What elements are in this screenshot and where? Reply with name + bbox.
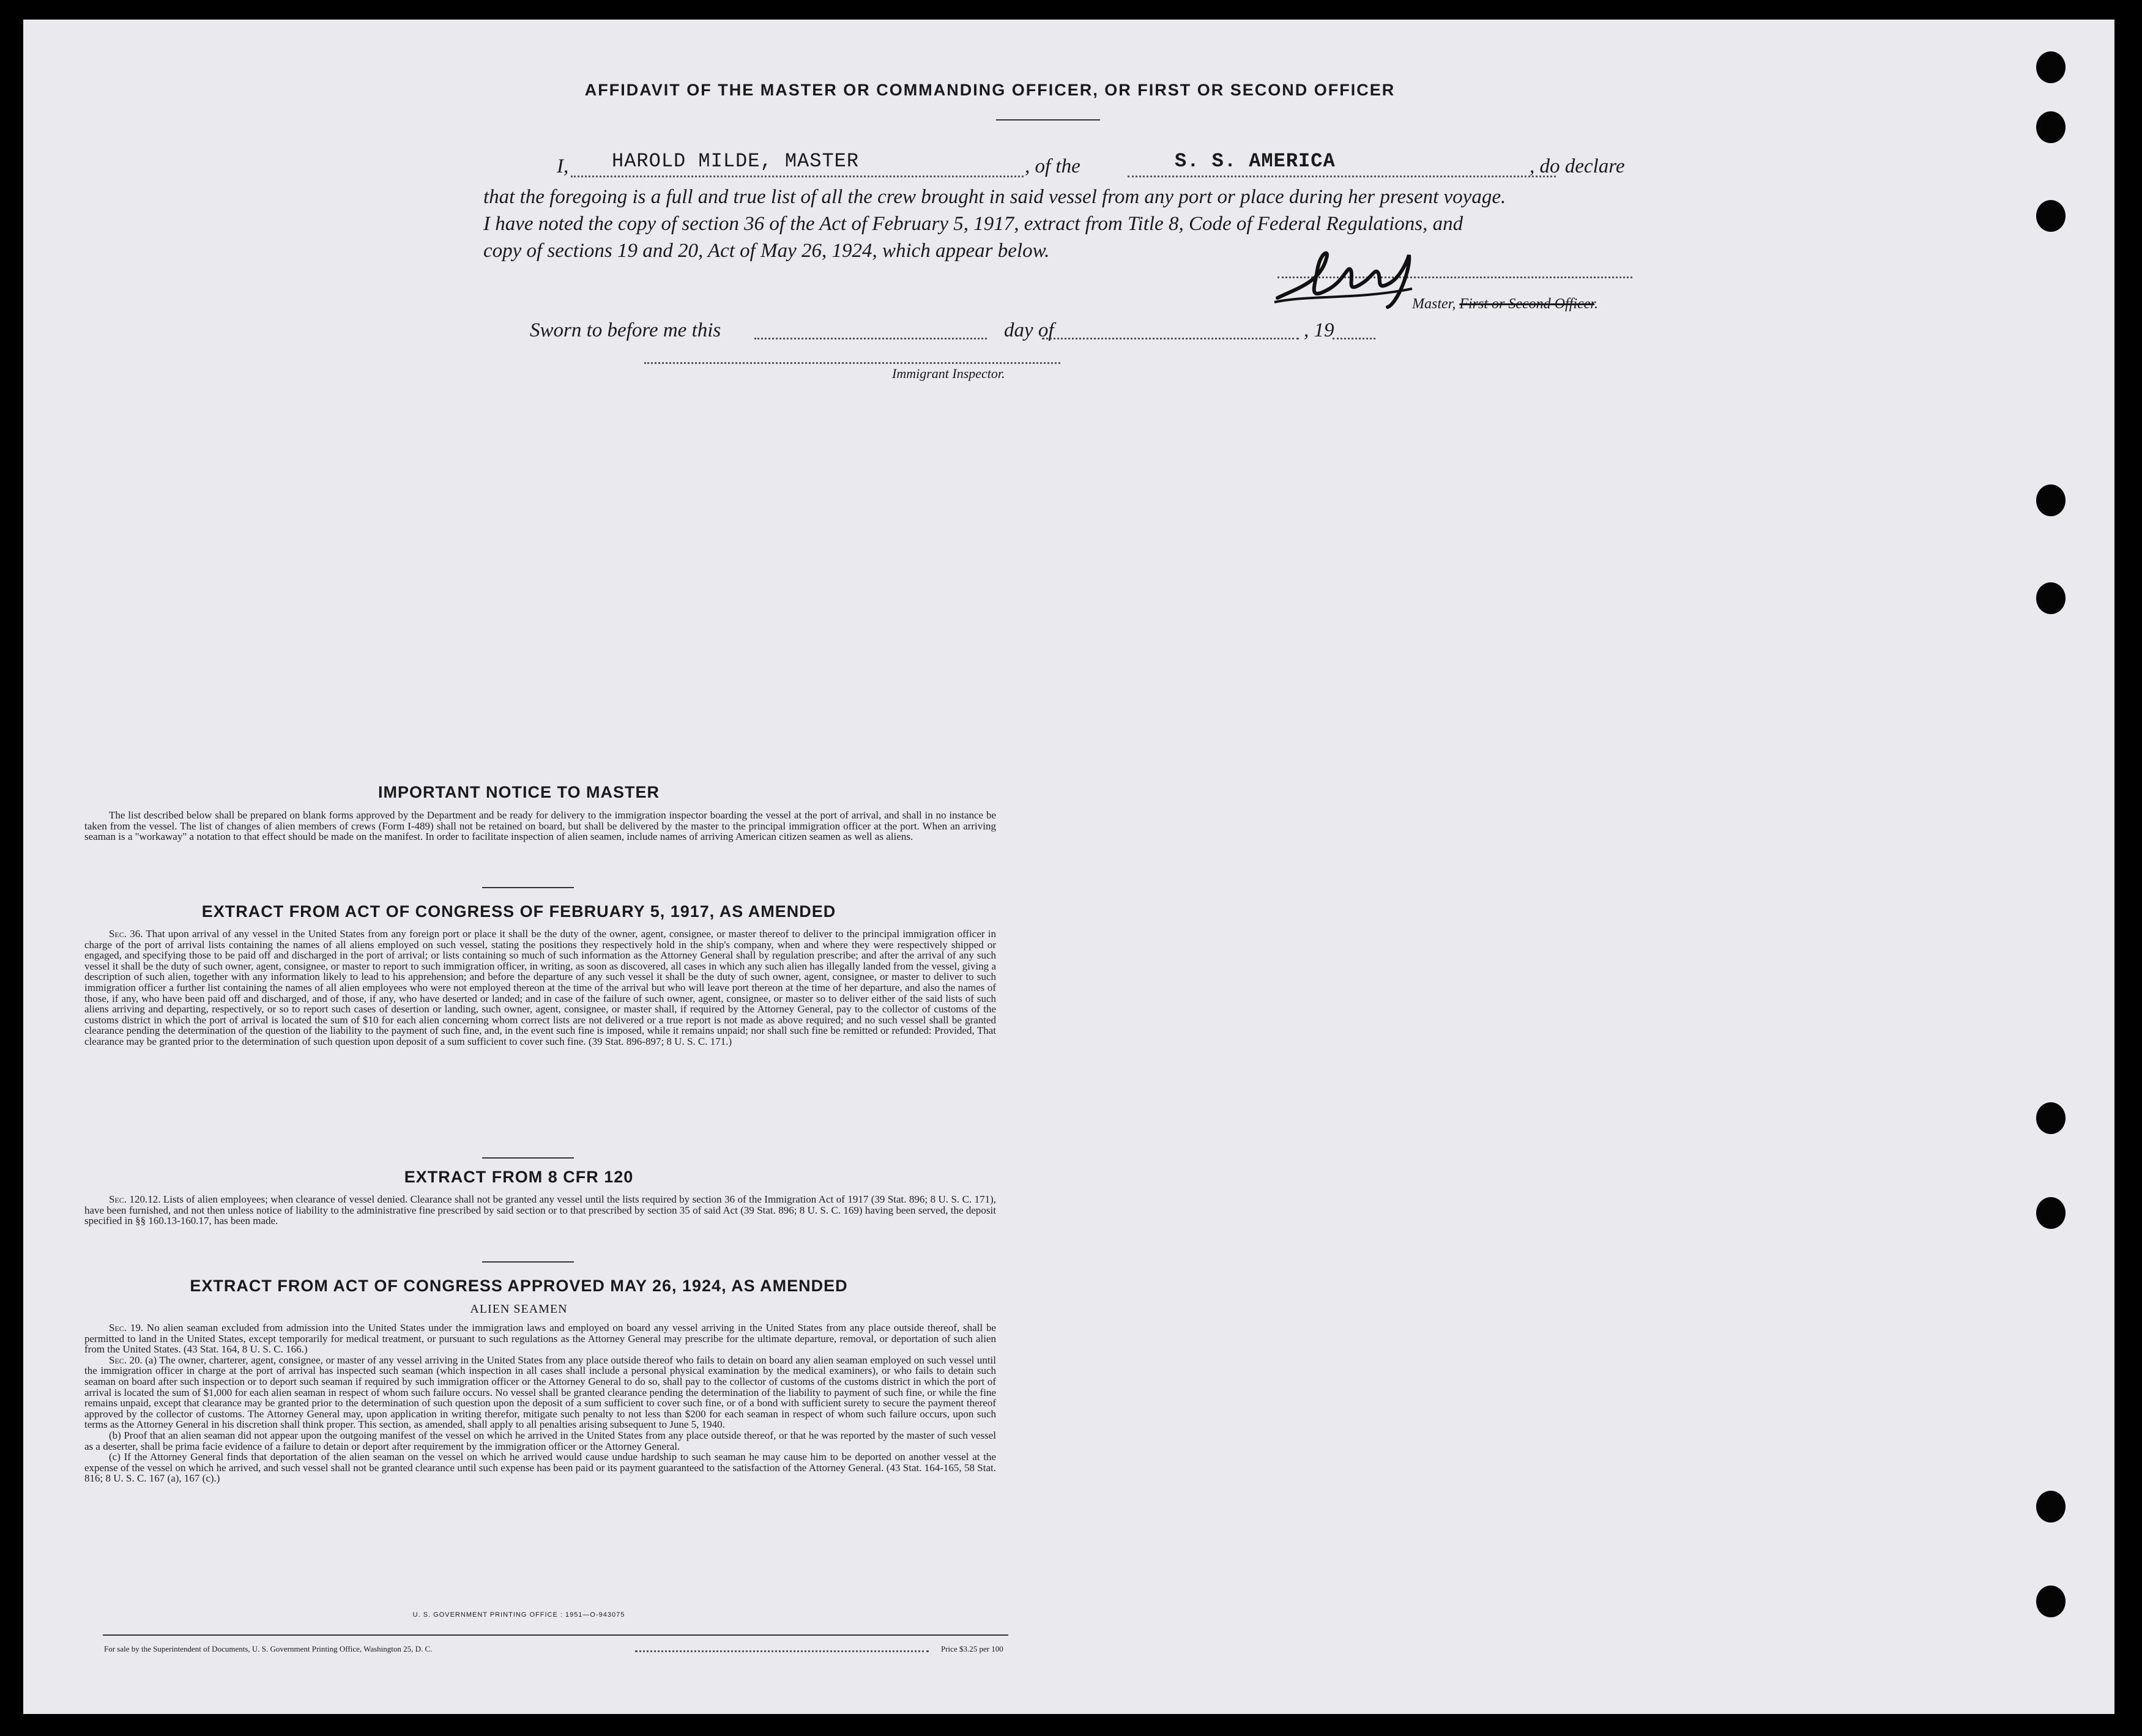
separator bbox=[482, 1157, 574, 1159]
section-20-label: Sec. 20. bbox=[109, 1354, 143, 1366]
section-36-paragraph bbox=[84, 929, 996, 1047]
sworn-month-blank bbox=[1042, 338, 1299, 339]
sale-notice: For sale by the Superintendent of Documents, U. S. Government Printing Office, Washington 25, D. C. bbox=[104, 1644, 433, 1653]
extract-1917-title: EXTRACT FROM ACT OF CONGRESS OF FEBRUARY 5, 1917, AS AMENDED bbox=[201, 902, 836, 921]
signature-period: . bbox=[1594, 296, 1598, 312]
gpo-imprint: U. S. GOVERNMENT PRINTING OFFICE : 1951—O-943075 bbox=[412, 1611, 625, 1619]
do-declare-label: , do declare bbox=[1530, 155, 1625, 177]
separator bbox=[482, 1261, 574, 1263]
inspector-label: Immigrant Inspector. bbox=[892, 366, 1005, 381]
sworn-line bbox=[530, 319, 1386, 350]
sworn-label: Sworn to before me this bbox=[530, 319, 721, 341]
affidavit-title: AFFIDAVIT OF THE MASTER OR COMMANDING OFFICER, OR FIRST OR SECOND OFFICER bbox=[584, 81, 1396, 99]
notice-paragraph: The list described below shall be prepared on blank forms approved by the Department and be ready for delivery to the immigration inspector boarding the vessel at the port of arrival, and shall in no instance be taken from the vessel. The list of changes of alien members of crews (Form I-489) shall not be retained on board, but shall be delivered by the master to the principal immigration officer at the port. When an arriving seaman is a "workaway" a notation to that effect should be made on the manifest. In order to facilitate inspection of alien seamen, include names of arriving American citizen seamen as well as aliens. bbox=[84, 809, 996, 843]
section-36-label: Sec. 36. bbox=[109, 928, 143, 940]
section-20c-paragraph: (c) If the Attorney General finds that deportation of the alien seaman on the vessel on which he arrived would cause undue hardship to such seaman he may cause him to be deported on another vessel at the expense of the vessel on which he arrived, and such vessel shall not be granted clearance until such expense has been paid or its payment guaranteed to the satisfaction of the Attorney General. (43 Stat. 164-165, 58 Stat. 816; 8 U. S. C. 167 (a), 167 (c).) bbox=[84, 1451, 996, 1485]
vessel-blank bbox=[1128, 176, 1556, 177]
vessel-name-field: S. S. AMERICA bbox=[1175, 150, 1336, 172]
section-20b-paragraph: (b) Proof that an alien seaman did not appear upon the outgoing manifest of the vessel on which he arrived in the United States from any place outside thereof, or that he was reported by the master of such vessel as a deserter, shall be prima facie evidence of a failure to detain or deport after requirement by the immigration officer or the Attorney General. bbox=[84, 1429, 996, 1452]
footer-rule bbox=[103, 1634, 1008, 1636]
master-label: Master, bbox=[1412, 296, 1456, 312]
year-label: , 19 bbox=[1304, 319, 1334, 341]
punch-hole bbox=[2036, 200, 2066, 232]
name-blank bbox=[571, 176, 1024, 177]
separator bbox=[482, 887, 574, 888]
punch-hole bbox=[2036, 484, 2066, 516]
punch-hole bbox=[2036, 1197, 2066, 1229]
section-19-label: Sec. 19. bbox=[109, 1322, 144, 1334]
punch-hole bbox=[2036, 51, 2066, 83]
extract-cfr-text bbox=[84, 1194, 996, 1226]
notice-text bbox=[84, 810, 996, 842]
extract-1924-title: EXTRACT FROM ACT OF CONGRESS APPROVED MAY 26, 1924, AS AMENDED bbox=[190, 1277, 848, 1295]
punch-hole bbox=[2036, 111, 2066, 143]
document-page bbox=[23, 20, 2114, 1714]
section-19-paragraph bbox=[84, 1322, 996, 1355]
section-20a-paragraph bbox=[84, 1355, 996, 1430]
extract-1924-text bbox=[84, 1322, 996, 1484]
section-120-paragraph bbox=[84, 1194, 996, 1226]
day-of-label: day of bbox=[1004, 319, 1054, 341]
section-20a-text: (a) The owner, charterer, agent, consignee, or master of any vessel arriving in the United States from any place outside thereof who fails to detain on board any alien seaman employed on such vessel until the immigration officer in charge at the port of arrival has inspected such seaman (which inspection in all cases shall include a personal physical examination by the medical examiners), or who fails to detain such seaman on board after such inspection or to deport such seaman if required by such immigration officer or the Attorney General to do so, shall pay to the collector of customs of the customs district in which the port of arrival is located the sum of $1,000 for each alien seaman in respect of whom such failure occurs. No vessel shall be granted clearance pending the determination of the liability to payment of such fine, or while the fine remains unpaid, except that clearance may be granted prior to the determination of such question upon the deposit of a sum sufficient to cover such fine, or of a bond with sufficient surety to secure the payment thereof approved by the collector of customs. The Attorney General may, upon application in writing therefor, mitigate such penalty to not less than $200 for each seaman in respect of whom such failure occurs, upon such terms as the Attorney General in his discretion shall think proper. This section, as amended, shall apply to all penalties arising subsequent to June 5, 1940. bbox=[84, 1354, 997, 1431]
extract-1917-text bbox=[84, 929, 996, 1047]
master-name-field: HAROLD MILDE, MASTER bbox=[612, 150, 860, 172]
declaration-i-label: I, bbox=[557, 155, 569, 177]
inspector-blank bbox=[644, 362, 1060, 364]
struck-officer-label: First or Second Officer bbox=[1459, 296, 1594, 312]
punch-hole bbox=[2036, 1102, 2066, 1134]
price-label: Price $3.25 per 100 bbox=[941, 1644, 1003, 1653]
punch-hole bbox=[2036, 582, 2066, 614]
declaration-line-2: that the foregoing is a full and true list of all the crew brought in said vessel from any port or place during her present voyage. bbox=[483, 186, 1506, 208]
declaration-line-4: copy of sections 19 and 20, Act of May 26, 1924, which appear below. bbox=[483, 240, 1050, 262]
section-36-text: That upon arrival of any vessel in the United States from any foreign port or place it shall be the duty of the owner, agent, consignee, or master thereof to deliver to the principal immigration officer in charge of the port of arrival lists containing the names of all aliens employed on such vessel, stating the positions they respectively hold in the ship's company, when and where they were respectively shipped or engaged, and specifying those to be paid off and discharged in the port of arrival; or lists containing so much of such information as the Attorney General shall by regulation prescribe; and after the arrival of any such vessel it shall be the duty of such owner, agent, consignee, or master to report to such immigration officer, in writing, as soon as discovered, all cases in which any such alien has illegally landed from the vessel, giving a description of such alien, together with any information likely to lead to his apprehension; and before the departure of any such vessel it shall be the duty of such owner, agent, consignee, or master to deliver to such immigration officer a further list containing the names of all alien employees who were not employed thereon at the time of the arrival but who will leave port thereon at the time of her departure, and also the names of those, if any, who have been paid off and discharged, and of those, if any, who have deserted or landed; and in case of the failure of such owner, agent, consignee, or master so to deliver either of the said lists of such aliens arriving and departing, respectively, or so to report such cases of desertion or landing, such owner, agent, consignee, or master shall, if required by the Attorney General, pay to the collector of customs of the customs district in which the port of arrival is located the sum of $10 for each alien concerning whom correct lists are not delivered or a true report is not made as above required; and no such vessel shall be granted clearance pending the determination of the question of the liability to the payment of such fine, and, in the event such fine is imposed, while it remains unpaid; nor shall such fine be remitted or refunded: Provided, That clearance may be granted prior to the determination of such question upon deposit of a sum sufficient to cover such fine. (39 Stat. 896-897; 8 U. S. C. 171.) bbox=[84, 928, 996, 1047]
sworn-day-blank bbox=[754, 338, 987, 339]
section-120-label: Sec. 120.12. bbox=[109, 1193, 161, 1205]
signature-title bbox=[1412, 296, 1598, 313]
extract-cfr-title: EXTRACT FROM 8 CFR 120 bbox=[404, 1168, 634, 1186]
punch-hole bbox=[2036, 1491, 2066, 1523]
of-the-label: , of the bbox=[1025, 155, 1080, 177]
section-120-text: Lists of alien employees; when clearance of vessel denied. Clearance shall not be granted any vessel until the lists required by section 36 of the Immigration Act of 1917 (39 Stat. 896; 8 U. S. C. 171), have been furnished, and not then unless notice of liability to the administrative fine prescribed by said section or to that prescribed by section 35 of said Act (39 Stat. 896; 8 U. S. C. 169) having been served, the deposit specified in §§ 160.13-160.17, has been made. bbox=[84, 1193, 996, 1227]
notice-title: IMPORTANT NOTICE TO MASTER bbox=[378, 783, 660, 801]
section-19-text: No alien seaman excluded from admission into the United States under the immigration laws and employed on board any vessel arriving in the United States from any place outside thereof, shall be permitted to land in the United States, except temporarily for medical treatment, or pursuant to such regulations as the Attorney General may prescribe for the ultimate departure, removal, or deportation of such alien from the United States. (43 Stat. 164, 8 U. S. C. 166.) bbox=[84, 1322, 997, 1356]
sworn-year-blank bbox=[1333, 338, 1375, 339]
title-rule bbox=[996, 119, 1100, 121]
punch-hole bbox=[2036, 1586, 2066, 1617]
alien-seamen-subtitle: ALIEN SEAMEN bbox=[470, 1302, 568, 1316]
sale-dot-leader bbox=[635, 1650, 929, 1652]
declaration-line-3: I have noted the copy of section 36 of the Act of February 5, 1917, extract from Title 8, Code of Federal Regulations, and bbox=[483, 213, 1463, 235]
